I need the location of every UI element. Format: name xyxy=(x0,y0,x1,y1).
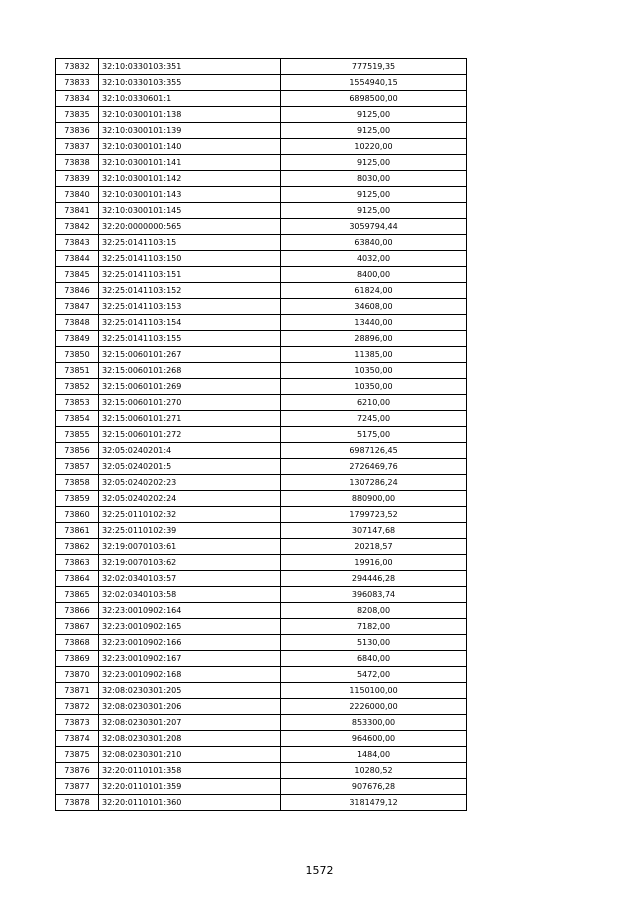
cadastral-value-cell: 6898500,00 xyxy=(281,91,467,107)
cadastral-number-cell: 32:08:0230301:206 xyxy=(99,699,281,715)
cadastral-value-cell: 396083,74 xyxy=(281,587,467,603)
page-number: 1572 xyxy=(305,864,334,877)
row-number-cell: 73866 xyxy=(56,603,99,619)
cadastral-value-cell: 28896,00 xyxy=(281,331,467,347)
cadastral-value-cell: 5472,00 xyxy=(281,667,467,683)
cadastral-number-cell: 32:23:0010902:165 xyxy=(99,619,281,635)
row-number-cell: 73856 xyxy=(56,443,99,459)
cadastral-number-cell: 32:19:0070103:62 xyxy=(99,555,281,571)
table-row xyxy=(56,427,467,443)
table-row xyxy=(56,219,467,235)
cadastral-value-cell: 11385,00 xyxy=(281,347,467,363)
row-number-cell: 73869 xyxy=(56,651,99,667)
table-row xyxy=(56,331,467,347)
cadastral-number-cell: 32:08:0230301:205 xyxy=(99,683,281,699)
table-row xyxy=(56,491,467,507)
table-row xyxy=(56,123,467,139)
row-number-cell: 73860 xyxy=(56,507,99,523)
table-row xyxy=(56,619,467,635)
table-body xyxy=(56,59,467,811)
table-row xyxy=(56,155,467,171)
cadastral-number-cell: 32:25:0141103:155 xyxy=(99,331,281,347)
row-number-cell: 73870 xyxy=(56,667,99,683)
row-number-cell: 73878 xyxy=(56,795,99,811)
cadastral-number-cell: 32:05:0240202:24 xyxy=(99,491,281,507)
table-row xyxy=(56,75,467,91)
cadastral-value-cell: 9125,00 xyxy=(281,123,467,139)
cadastral-number-cell: 32:02:0340103:57 xyxy=(99,571,281,587)
row-number-cell: 73857 xyxy=(56,459,99,475)
row-number-cell: 73875 xyxy=(56,747,99,763)
table-row xyxy=(56,539,467,555)
table-row xyxy=(56,747,467,763)
row-number-cell: 73832 xyxy=(56,59,99,75)
cadastral-number-cell: 32:25:0141103:153 xyxy=(99,299,281,315)
cadastral-number-cell: 32:08:0230301:207 xyxy=(99,715,281,731)
row-number-cell: 73844 xyxy=(56,251,99,267)
cadastral-number-cell: 32:23:0010902:166 xyxy=(99,635,281,651)
cadastral-value-cell: 1307286,24 xyxy=(281,475,467,491)
table-row xyxy=(56,347,467,363)
cadastral-number-cell: 32:10:0300101:140 xyxy=(99,139,281,155)
row-number-cell: 73873 xyxy=(56,715,99,731)
row-number-cell: 73872 xyxy=(56,699,99,715)
table-row xyxy=(56,779,467,795)
table-row xyxy=(56,379,467,395)
row-number-cell: 73864 xyxy=(56,571,99,587)
table-row xyxy=(56,635,467,651)
cadastral-value-cell: 5130,00 xyxy=(281,635,467,651)
cadastral-value-cell: 6987126,45 xyxy=(281,443,467,459)
row-number-cell: 73850 xyxy=(56,347,99,363)
cadastral-value-cell: 3059794,44 xyxy=(281,219,467,235)
table-row xyxy=(56,59,467,75)
table-row xyxy=(56,683,467,699)
row-number-cell: 73848 xyxy=(56,315,99,331)
cadastral-value-cell: 2226000,00 xyxy=(281,699,467,715)
cadastral-number-cell: 32:10:0300101:141 xyxy=(99,155,281,171)
table-row xyxy=(56,203,467,219)
cadastral-value-cell: 7245,00 xyxy=(281,411,467,427)
table-row xyxy=(56,139,467,155)
cadastral-number-cell: 32:02:0340103:58 xyxy=(99,587,281,603)
table-row xyxy=(56,475,467,491)
table-row xyxy=(56,299,467,315)
table-row xyxy=(56,363,467,379)
table-row xyxy=(56,267,467,283)
row-number-cell: 73835 xyxy=(56,107,99,123)
cadastral-number-cell: 32:20:0110101:359 xyxy=(99,779,281,795)
table-row xyxy=(56,715,467,731)
cadastral-value-cell: 777519,35 xyxy=(281,59,467,75)
cadastral-number-cell: 32:10:0330103:351 xyxy=(99,59,281,75)
cadastral-value-cell: 9125,00 xyxy=(281,155,467,171)
cadastral-value-cell: 1554940,15 xyxy=(281,75,467,91)
cadastral-number-cell: 32:15:0060101:272 xyxy=(99,427,281,443)
cadastral-number-cell: 32:15:0060101:271 xyxy=(99,411,281,427)
table-row xyxy=(56,763,467,779)
cadastral-value-cell: 6210,00 xyxy=(281,395,467,411)
cadastral-value-cell: 63840,00 xyxy=(281,235,467,251)
table-row xyxy=(56,523,467,539)
cadastral-value-cell: 964600,00 xyxy=(281,731,467,747)
cadastral-number-cell: 32:23:0010902:164 xyxy=(99,603,281,619)
table-row xyxy=(56,443,467,459)
row-number-cell: 73843 xyxy=(56,235,99,251)
cadastral-number-cell: 32:25:0141103:151 xyxy=(99,267,281,283)
row-number-cell: 73852 xyxy=(56,379,99,395)
cadastral-value-cell: 13440,00 xyxy=(281,315,467,331)
cadastral-value-cell: 10220,00 xyxy=(281,139,467,155)
row-number-cell: 73867 xyxy=(56,619,99,635)
table-row xyxy=(56,571,467,587)
row-number-cell: 73840 xyxy=(56,187,99,203)
cadastral-number-cell: 32:05:0240201:5 xyxy=(99,459,281,475)
cadastral-value-cell: 4032,00 xyxy=(281,251,467,267)
cadastral-number-cell: 32:10:0300101:138 xyxy=(99,107,281,123)
table-row xyxy=(56,731,467,747)
row-number-cell: 73855 xyxy=(56,427,99,443)
cadastral-number-cell: 32:25:0141103:15 xyxy=(99,235,281,251)
cadastral-value-table xyxy=(55,58,467,811)
row-number-cell: 73854 xyxy=(56,411,99,427)
cadastral-number-cell: 32:05:0240202:23 xyxy=(99,475,281,491)
table-row xyxy=(56,187,467,203)
cadastral-value-cell: 34608,00 xyxy=(281,299,467,315)
row-number-cell: 73837 xyxy=(56,139,99,155)
cadastral-number-cell: 32:19:0070103:61 xyxy=(99,539,281,555)
table-row xyxy=(56,91,467,107)
cadastral-value-cell: 6840,00 xyxy=(281,651,467,667)
table-row xyxy=(56,603,467,619)
cadastral-value-cell: 307147,68 xyxy=(281,523,467,539)
table-row xyxy=(56,251,467,267)
cadastral-number-cell: 32:10:0330601:1 xyxy=(99,91,281,107)
cadastral-value-cell: 9125,00 xyxy=(281,203,467,219)
cadastral-value-cell: 3181479,12 xyxy=(281,795,467,811)
cadastral-number-cell: 32:15:0060101:269 xyxy=(99,379,281,395)
row-number-cell: 73842 xyxy=(56,219,99,235)
cadastral-number-cell: 32:25:0141103:154 xyxy=(99,315,281,331)
row-number-cell: 73845 xyxy=(56,267,99,283)
row-number-cell: 73871 xyxy=(56,683,99,699)
cadastral-value-cell: 20218,57 xyxy=(281,539,467,555)
row-number-cell: 73851 xyxy=(56,363,99,379)
cadastral-number-cell: 32:10:0330103:355 xyxy=(99,75,281,91)
cadastral-number-cell: 32:15:0060101:268 xyxy=(99,363,281,379)
cadastral-value-cell: 1484,00 xyxy=(281,747,467,763)
cadastral-number-cell: 32:25:0110102:32 xyxy=(99,507,281,523)
row-number-cell: 73839 xyxy=(56,171,99,187)
cadastral-value-cell: 10350,00 xyxy=(281,363,467,379)
cadastral-value-cell: 853300,00 xyxy=(281,715,467,731)
cadastral-value-cell: 10280,52 xyxy=(281,763,467,779)
row-number-cell: 73838 xyxy=(56,155,99,171)
row-number-cell: 73877 xyxy=(56,779,99,795)
cadastral-value-cell: 1150100,00 xyxy=(281,683,467,699)
cadastral-value-cell: 8208,00 xyxy=(281,603,467,619)
cadastral-value-cell: 19916,00 xyxy=(281,555,467,571)
cadastral-number-cell: 32:05:0240201:4 xyxy=(99,443,281,459)
row-number-cell: 73849 xyxy=(56,331,99,347)
row-number-cell: 73847 xyxy=(56,299,99,315)
cadastral-value-cell: 2726469,76 xyxy=(281,459,467,475)
cadastral-number-cell: 32:10:0300101:139 xyxy=(99,123,281,139)
row-number-cell: 73863 xyxy=(56,555,99,571)
table-row xyxy=(56,395,467,411)
row-number-cell: 73865 xyxy=(56,587,99,603)
row-number-cell: 73853 xyxy=(56,395,99,411)
cadastral-value-cell: 10350,00 xyxy=(281,379,467,395)
cadastral-number-cell: 32:20:0000000:565 xyxy=(99,219,281,235)
cadastral-number-cell: 32:23:0010902:167 xyxy=(99,651,281,667)
cadastral-value-cell: 9125,00 xyxy=(281,107,467,123)
cadastral-number-cell: 32:25:0141103:152 xyxy=(99,283,281,299)
table-row xyxy=(56,699,467,715)
row-number-cell: 73858 xyxy=(56,475,99,491)
cadastral-value-cell: 8030,00 xyxy=(281,171,467,187)
cadastral-number-cell: 32:08:0230301:208 xyxy=(99,731,281,747)
cadastral-value-cell: 5175,00 xyxy=(281,427,467,443)
cadastral-number-cell: 32:20:0110101:360 xyxy=(99,795,281,811)
row-number-cell: 73841 xyxy=(56,203,99,219)
row-number-cell: 73868 xyxy=(56,635,99,651)
cadastral-number-cell: 32:10:0300101:145 xyxy=(99,203,281,219)
table-row xyxy=(56,587,467,603)
cadastral-value-cell: 880900,00 xyxy=(281,491,467,507)
row-number-cell: 73833 xyxy=(56,75,99,91)
row-number-cell: 73874 xyxy=(56,731,99,747)
table-row xyxy=(56,651,467,667)
cadastral-number-cell: 32:10:0300101:143 xyxy=(99,187,281,203)
row-number-cell: 73862 xyxy=(56,539,99,555)
table-row xyxy=(56,555,467,571)
row-number-cell: 73846 xyxy=(56,283,99,299)
cadastral-number-cell: 32:20:0110101:358 xyxy=(99,763,281,779)
row-number-cell: 73861 xyxy=(56,523,99,539)
table-row xyxy=(56,315,467,331)
cadastral-value-cell: 61824,00 xyxy=(281,283,467,299)
table-row xyxy=(56,283,467,299)
table-row xyxy=(56,795,467,811)
cadastral-number-cell: 32:15:0060101:267 xyxy=(99,347,281,363)
table-row xyxy=(56,411,467,427)
table-row xyxy=(56,507,467,523)
row-number-cell: 73876 xyxy=(56,763,99,779)
row-number-cell: 73834 xyxy=(56,91,99,107)
cadastral-value-cell: 907676,28 xyxy=(281,779,467,795)
row-number-cell: 73836 xyxy=(56,123,99,139)
cadastral-number-cell: 32:23:0010902:168 xyxy=(99,667,281,683)
table-row xyxy=(56,107,467,123)
cadastral-value-cell: 7182,00 xyxy=(281,619,467,635)
cadastral-number-cell: 32:15:0060101:270 xyxy=(99,395,281,411)
table-row xyxy=(56,667,467,683)
cadastral-number-cell: 32:25:0141103:150 xyxy=(99,251,281,267)
table-row xyxy=(56,459,467,475)
cadastral-value-cell: 294446,28 xyxy=(281,571,467,587)
cadastral-value-cell: 9125,00 xyxy=(281,187,467,203)
row-number-cell: 73859 xyxy=(56,491,99,507)
table-row xyxy=(56,235,467,251)
table-row xyxy=(56,171,467,187)
cadastral-value-cell: 8400,00 xyxy=(281,267,467,283)
cadastral-number-cell: 32:10:0300101:142 xyxy=(99,171,281,187)
cadastral-value-cell: 1799723,52 xyxy=(281,507,467,523)
cadastral-number-cell: 32:25:0110102:39 xyxy=(99,523,281,539)
cadastral-number-cell: 32:08:0230301:210 xyxy=(99,747,281,763)
